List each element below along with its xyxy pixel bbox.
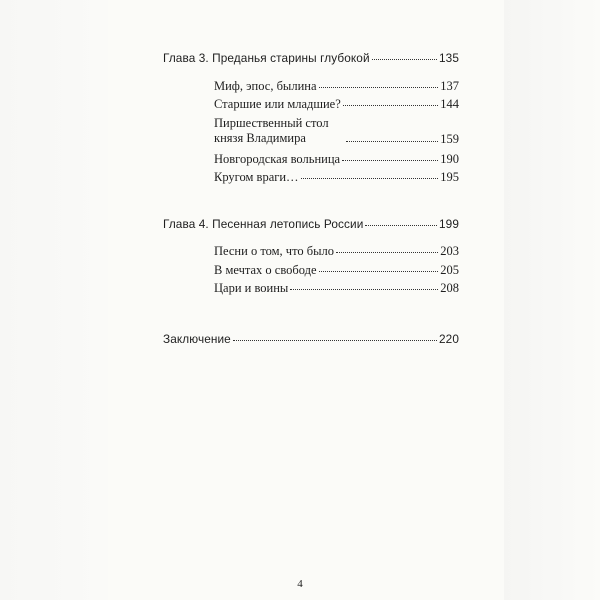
toc-entry-page: 203 [440, 244, 459, 258]
toc-entry-section[interactable] [214, 170, 459, 184]
toc-entry-conclusion[interactable] [163, 332, 459, 346]
leader-dots [290, 279, 438, 290]
toc-entry-page: 190 [440, 152, 459, 166]
toc-entry-page: 205 [440, 263, 459, 277]
leader-dots [319, 77, 439, 88]
toc-entry-title: Заключение [163, 332, 231, 346]
leader-dots [301, 168, 439, 179]
toc-entry-section[interactable] [214, 116, 459, 146]
toc-entry-title: Песни о том, что было [214, 244, 334, 258]
toc-entry-title: Глава 3. Преданья старины глубокой [163, 51, 370, 65]
toc-entry-title: Миф, эпос, былина [214, 79, 317, 93]
toc-entry-title: Цари и воины [214, 281, 289, 295]
toc-entry-chapter-4[interactable] [163, 217, 459, 231]
toc-entry-page: 144 [440, 97, 459, 111]
leader-dots [343, 95, 438, 106]
toc-entry-page: 137 [440, 79, 459, 93]
leader-dots [346, 131, 438, 142]
toc-entry-page: 220 [439, 332, 459, 346]
toc-entry-title: Пиршественный стол князя Владимира [214, 116, 329, 145]
toc-entry-section[interactable] [214, 281, 459, 295]
toc-entry-page: 208 [440, 281, 459, 295]
leader-dots [372, 49, 437, 60]
toc-entry-page: 199 [439, 217, 459, 231]
toc-entry-section[interactable] [214, 79, 459, 93]
leader-dots [365, 215, 437, 226]
page-number: 4 [297, 578, 303, 590]
toc-entry-section[interactable] [214, 97, 459, 111]
toc-entry-chapter-3[interactable] [163, 51, 459, 65]
leader-dots [319, 261, 439, 272]
toc-entry-page: 159 [440, 132, 459, 146]
leader-dots [336, 242, 438, 253]
toc-entry-section[interactable] [214, 244, 459, 258]
toc-entry-title: Старшие или младшие? [214, 97, 341, 111]
toc-entry-page: 195 [440, 170, 459, 184]
leader-dots [342, 150, 438, 161]
toc-entry-title: Кругом враги… [214, 170, 299, 184]
toc-entry-title: В мечтах о свободе [214, 263, 317, 277]
leader-dots [233, 330, 437, 341]
toc-entry-section[interactable] [214, 263, 459, 277]
toc-entry-title: Новгородская вольница [214, 152, 341, 166]
toc-entry-section[interactable] [214, 152, 459, 166]
toc-entry-title: Глава 4. Песенная летопись России [163, 217, 364, 231]
toc-entry-page: 135 [439, 51, 459, 65]
